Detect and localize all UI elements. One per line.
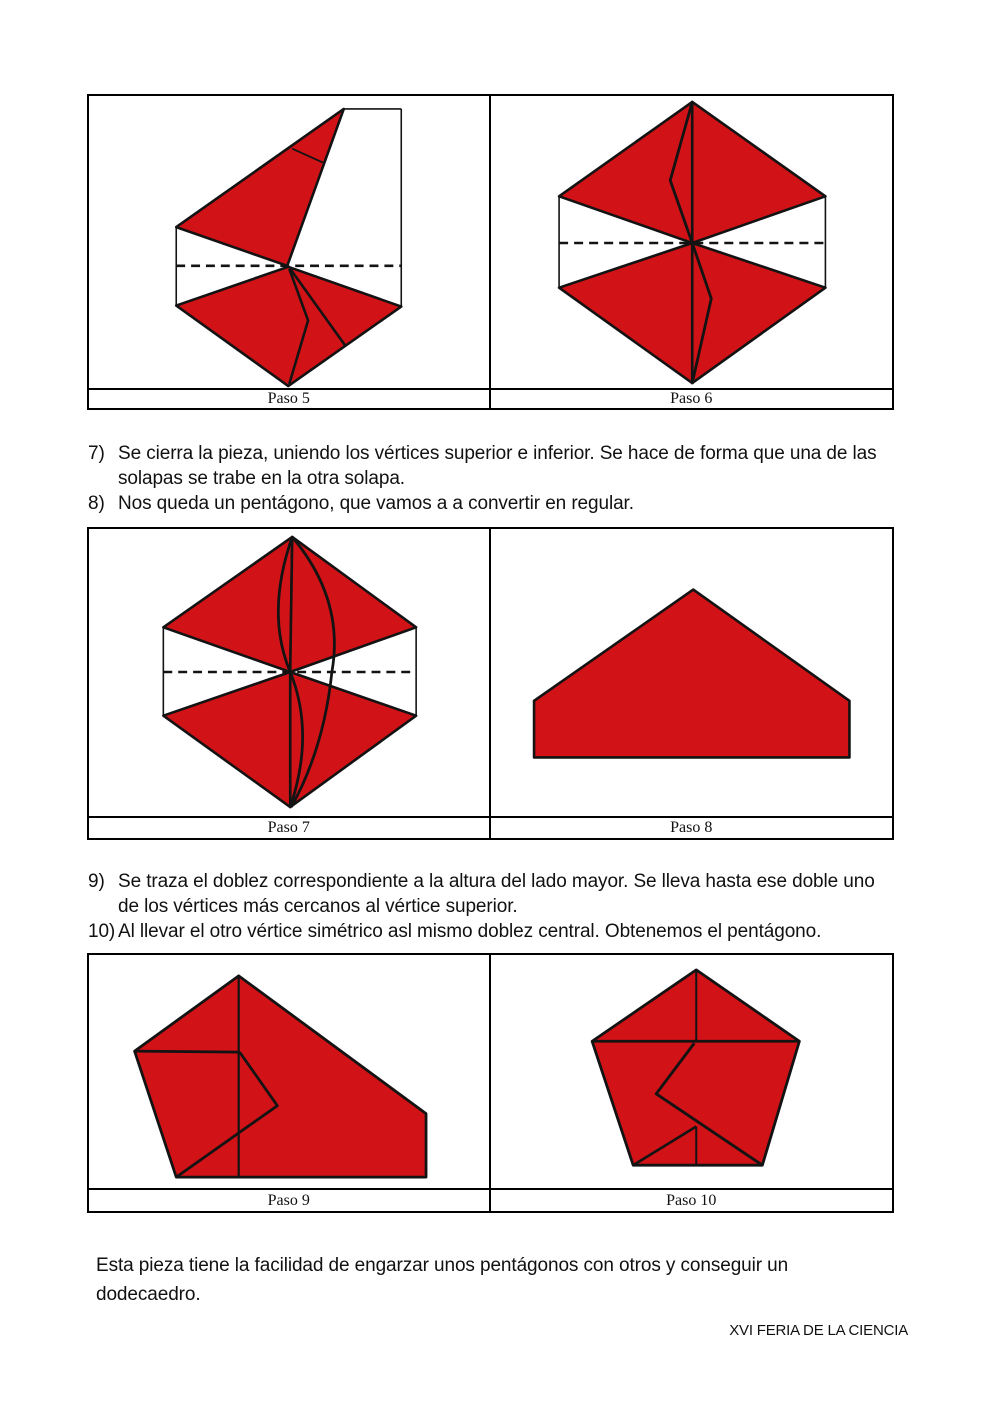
instruction-10-number: 10) [88,921,116,942]
instruction-8-text: Nos queda un pentágono, que vamos a a convertir en regular. [118,493,634,514]
figure-paso7 [89,529,491,816]
instruction-8-number: 8) [88,493,105,514]
paso9-diagram [89,955,489,1188]
caption-paso10-label: Paso 10 [666,1191,717,1209]
paso10-diagram [491,955,893,1188]
figure-table-paso7-8 [87,527,894,840]
instruction-block-7-8 [88,441,900,516]
instruction-block-9-10 [88,869,900,944]
figure-paso8 [491,529,893,816]
figure-table-paso9-10 [87,953,894,1213]
caption-paso9 [89,1188,491,1211]
closing-paragraph: Esta pieza tiene la facilidad de engarzar unos pentágonos con otros y conseguir un dodecaedro. [96,1255,789,1305]
instruction-9-number: 9) [88,871,105,892]
caption-paso8-label: Paso 8 [670,819,713,836]
figure-table-paso5-6 [87,94,894,410]
figure-paso10 [491,955,893,1188]
instruction-7 [88,441,900,491]
caption-paso7 [89,816,491,838]
instruction-7-text: Se cierra la pieza, uniendo los vértices superior e inferior. Se hace de forma que una de las solapas se trabe en la otra solapa. [118,443,877,489]
paso5-diagram [89,96,489,388]
figure-paso5 [89,96,491,388]
caption-paso10 [491,1188,893,1211]
footer-text: XVI FERIA DE LA CIENCIA [729,1322,908,1339]
instruction-8 [88,491,900,516]
paso8-diagram [491,529,893,816]
paso7-diagram [89,529,489,816]
caption-paso9-label: Paso 9 [267,1191,310,1209]
instruction-10 [88,919,900,944]
caption-paso7-label: Paso 7 [267,819,310,836]
figure-paso9 [89,955,491,1188]
figure-paso6 [491,96,893,388]
instruction-10-text: Al llevar el otro vértice simétrico asl mismo doblez central. Obtenemos el pentágono. [118,921,822,942]
paso6-diagram [491,96,893,388]
caption-paso6-label: Paso 6 [670,390,713,407]
caption-paso6 [491,388,893,408]
instruction-9-text: Se traza el doblez correspondiente a la altura del lado mayor. Se lleva hasta ese doble uno de los vértices más cercanos al vértice superior. [118,871,875,917]
instruction-7-number: 7) [88,443,105,464]
instruction-9 [88,869,900,919]
caption-paso5-label: Paso 5 [267,390,310,407]
caption-paso8 [491,816,893,838]
caption-paso5 [89,388,491,408]
